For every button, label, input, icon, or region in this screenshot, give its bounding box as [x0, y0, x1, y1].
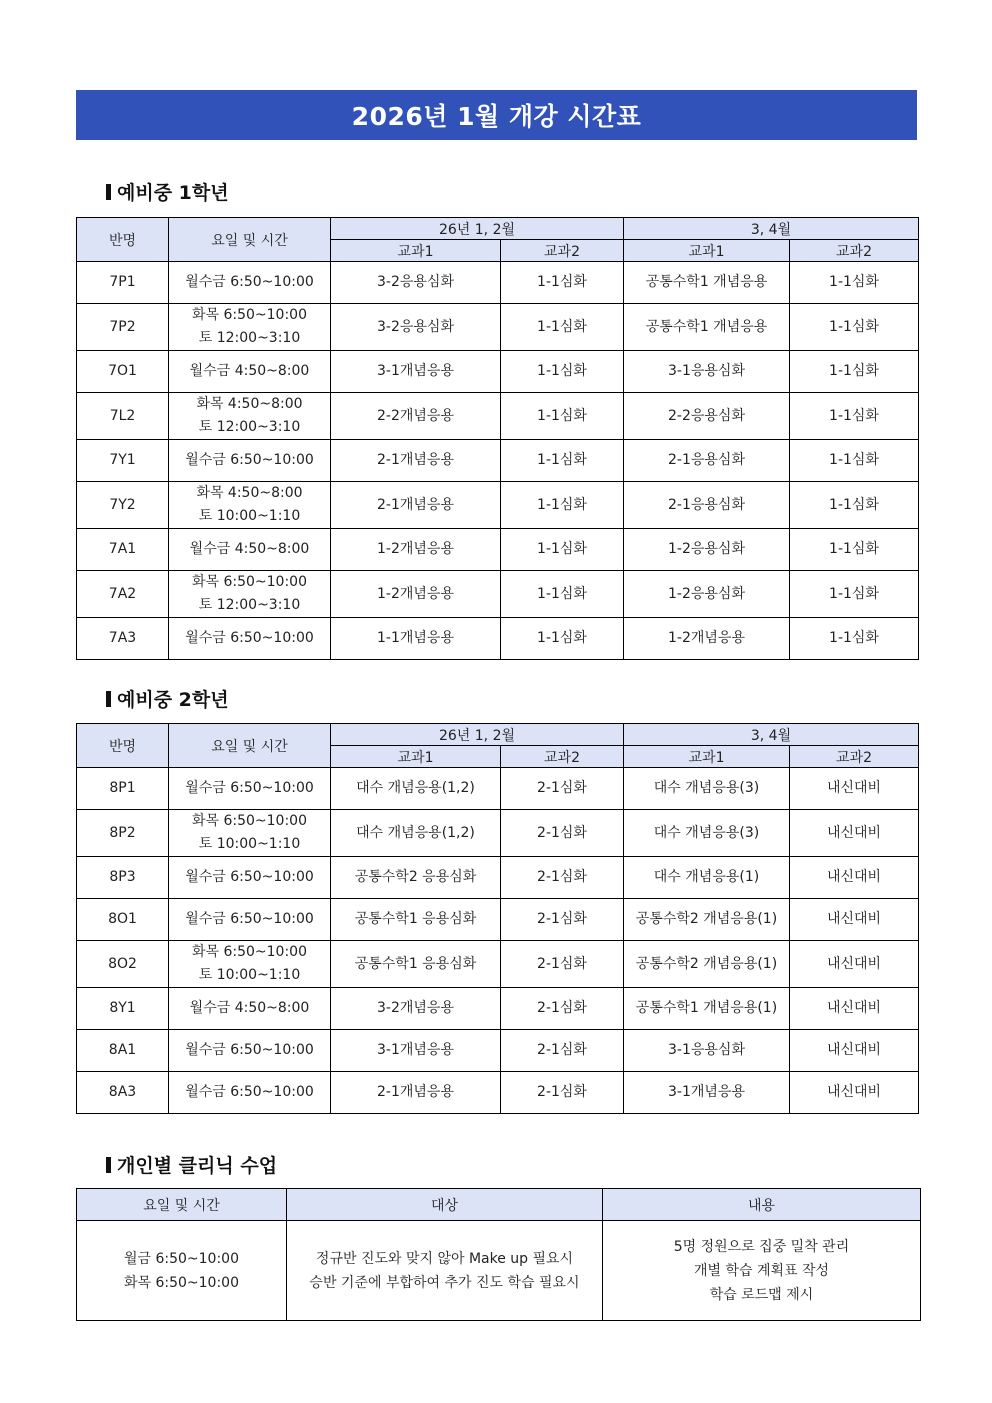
clinic-header-time: 요일 및 시간 — [77, 1189, 287, 1221]
p2-subject2-cell: 1-1심화 — [790, 482, 919, 529]
time-line: 토 12:00~3:10 — [198, 597, 301, 613]
p2-subject1-cell: 공통수학1 개념응용 — [624, 262, 790, 304]
p1-subject1-cell: 1-2개념응용 — [331, 571, 501, 618]
time-cell: 월수금 6:50~10:00 — [169, 899, 331, 941]
grade2-table-body — [77, 768, 919, 1114]
p2-subject2-cell: 1-1심화 — [790, 529, 919, 571]
header-p1-subject1: 교과1 — [331, 746, 501, 768]
time-cell: 월수금 6:50~10:00 — [169, 1072, 331, 1114]
header-p1-subject1: 교과1 — [331, 240, 501, 262]
p1-subject2-cell: 1-1심화 — [501, 529, 624, 571]
p1-subject1-cell: 3-2개념응용 — [331, 988, 501, 1030]
clinic-content-line: 학습 로드맵 제시 — [709, 1286, 814, 1303]
header-class: 반명 — [77, 218, 169, 262]
p1-subject2-cell: 2-1심화 — [501, 1030, 624, 1072]
p2-subject2-cell: 내신대비 — [790, 899, 919, 941]
time-line: 토 12:00~3:10 — [198, 330, 301, 346]
table-row — [77, 393, 919, 440]
p2-subject1-cell: 1-2응용심화 — [624, 529, 790, 571]
section-grade2-title: 예비중 2학년 — [117, 689, 229, 711]
p1-subject2-cell: 2-1심화 — [501, 768, 624, 810]
header-class: 반명 — [77, 724, 169, 768]
table-row — [77, 262, 919, 304]
p1-subject1-cell: 2-2개념응용 — [331, 393, 501, 440]
section-grade1-title: 예비중 1학년 — [117, 182, 229, 204]
p1-subject2-cell: 1-1심화 — [501, 482, 624, 529]
p2-subject1-cell: 3-1응용심화 — [624, 351, 790, 393]
time-line: 화목 6:50~10:00 — [191, 574, 307, 590]
p1-subject2-cell: 1-1심화 — [501, 304, 624, 351]
p1-subject2-cell: 1-1심화 — [501, 440, 624, 482]
class-name-cell: 7A1 — [77, 529, 169, 571]
class-name-cell: 8P3 — [77, 857, 169, 899]
time-cell — [169, 304, 331, 351]
class-name-cell: 7P1 — [77, 262, 169, 304]
p1-subject1-cell: 대수 개념응용(1,2) — [331, 768, 501, 810]
time-cell: 월수금 6:50~10:00 — [169, 440, 331, 482]
p2-subject1-cell: 1-2응용심화 — [624, 571, 790, 618]
time-cell: 월수금 4:50~8:00 — [169, 529, 331, 571]
p2-subject2-cell: 내신대비 — [790, 1072, 919, 1114]
p2-subject1-cell: 대수 개념응용(3) — [624, 768, 790, 810]
p1-subject2-cell: 1-1심화 — [501, 262, 624, 304]
table-row — [77, 899, 919, 941]
clinic-header-content: 내용 — [603, 1189, 921, 1221]
clinic-content-line: 5명 정원으로 집중 밀착 관리 — [673, 1238, 850, 1255]
p1-subject2-cell: 2-1심화 — [501, 1072, 624, 1114]
p1-subject1-cell: 1-2개념응용 — [331, 529, 501, 571]
class-name-cell: 7P2 — [77, 304, 169, 351]
table-row — [77, 482, 919, 529]
class-name-cell: 8O1 — [77, 899, 169, 941]
p2-subject1-cell: 공통수학1 개념응용(1) — [624, 988, 790, 1030]
time-cell: 월수금 6:50~10:00 — [169, 857, 331, 899]
p1-subject1-cell: 3-2응용심화 — [331, 304, 501, 351]
p1-subject1-cell: 공통수학1 응용심화 — [331, 941, 501, 988]
p2-subject1-cell: 대수 개념응용(3) — [624, 810, 790, 857]
p2-subject2-cell: 1-1심화 — [790, 440, 919, 482]
class-name-cell: 8O2 — [77, 941, 169, 988]
class-name-cell: 7A2 — [77, 571, 169, 618]
time-cell — [169, 393, 331, 440]
time-cell: 월수금 6:50~10:00 — [169, 262, 331, 304]
p2-subject1-cell: 2-1응용심화 — [624, 440, 790, 482]
p1-subject1-cell: 3-1개념응용 — [331, 351, 501, 393]
p2-subject1-cell: 공통수학2 개념응용(1) — [624, 899, 790, 941]
clinic-content-line: 개별 학습 계획표 작성 — [693, 1262, 830, 1279]
time-line: 화목 6:50~10:00 — [191, 813, 307, 829]
p2-subject2-cell: 1-1심화 — [790, 351, 919, 393]
time-cell — [169, 810, 331, 857]
p1-subject2-cell: 1-1심화 — [501, 351, 624, 393]
p1-subject1-cell: 2-1개념응용 — [331, 482, 501, 529]
p1-subject1-cell: 공통수학1 응용심화 — [331, 899, 501, 941]
p2-subject1-cell: 공통수학2 개념응용(1) — [624, 941, 790, 988]
p1-subject2-cell: 2-1심화 — [501, 988, 624, 1030]
clinic-time-line: 화목 6:50~10:00 — [123, 1274, 239, 1291]
time-line: 화목 6:50~10:00 — [191, 944, 307, 960]
grade2-schedule-table — [76, 723, 919, 1114]
p2-subject1-cell: 3-1응용심화 — [624, 1030, 790, 1072]
p1-subject1-cell: 3-2응용심화 — [331, 262, 501, 304]
clinic-header-target: 대상 — [287, 1189, 603, 1221]
bullet-bar-icon — [106, 184, 111, 200]
time-cell: 월수금 6:50~10:00 — [169, 1030, 331, 1072]
time-line: 토 12:00~3:10 — [198, 419, 301, 435]
time-line: 화목 4:50~8:00 — [196, 485, 303, 501]
p2-subject2-cell: 1-1심화 — [790, 571, 919, 618]
section-clinic-title: 개인별 클리닉 수업 — [117, 1155, 278, 1177]
table-row — [77, 571, 919, 618]
time-cell: 월수금 6:50~10:00 — [169, 618, 331, 660]
p2-subject1-cell: 2-2응용심화 — [624, 393, 790, 440]
header-p2-subject1: 교과1 — [624, 746, 790, 768]
p2-subject2-cell: 내신대비 — [790, 988, 919, 1030]
class-name-cell: 8P1 — [77, 768, 169, 810]
header-time: 요일 및 시간 — [169, 218, 331, 262]
time-cell: 월수금 6:50~10:00 — [169, 768, 331, 810]
p1-subject1-cell: 2-1개념응용 — [331, 1072, 501, 1114]
class-name-cell: 8A1 — [77, 1030, 169, 1072]
time-cell — [169, 482, 331, 529]
class-name-cell: 7Y1 — [77, 440, 169, 482]
header-time: 요일 및 시간 — [169, 724, 331, 768]
header-p1-subject2: 교과2 — [501, 746, 624, 768]
time-line: 화목 4:50~8:00 — [196, 396, 303, 412]
time-cell — [169, 941, 331, 988]
clinic-table — [76, 1188, 921, 1321]
header-period1: 26년 1, 2월 — [331, 724, 624, 746]
bullet-bar-icon — [106, 691, 111, 707]
p2-subject2-cell: 내신대비 — [790, 857, 919, 899]
bullet-bar-icon — [106, 1157, 111, 1173]
header-period1: 26년 1, 2월 — [331, 218, 624, 240]
class-name-cell: 7O1 — [77, 351, 169, 393]
p2-subject2-cell: 내신대비 — [790, 768, 919, 810]
time-cell: 월수금 4:50~8:00 — [169, 351, 331, 393]
p1-subject1-cell: 3-1개념응용 — [331, 1030, 501, 1072]
clinic-time-cell — [77, 1221, 287, 1321]
table-row — [77, 304, 919, 351]
clinic-content-cell — [603, 1221, 921, 1321]
header-p1-subject2: 교과2 — [501, 240, 624, 262]
p1-subject2-cell: 1-1심화 — [501, 618, 624, 660]
section-grade1-heading — [106, 178, 229, 205]
p2-subject1-cell: 3-1개념응용 — [624, 1072, 790, 1114]
table-row — [77, 941, 919, 988]
p2-subject1-cell: 공통수학1 개념응용 — [624, 304, 790, 351]
class-name-cell: 8Y1 — [77, 988, 169, 1030]
header-period2: 3, 4월 — [624, 724, 919, 746]
grade1-schedule-table — [76, 217, 919, 660]
header-p2-subject2: 교과2 — [790, 746, 919, 768]
clinic-target-line: 승반 기준에 부합하여 추가 진도 학습 필요시 — [309, 1274, 580, 1291]
p1-subject2-cell: 1-1심화 — [501, 571, 624, 618]
p1-subject1-cell: 2-1개념응용 — [331, 440, 501, 482]
time-cell: 월수금 4:50~8:00 — [169, 988, 331, 1030]
p2-subject2-cell: 내신대비 — [790, 941, 919, 988]
p2-subject2-cell: 내신대비 — [790, 810, 919, 857]
section-clinic-heading — [106, 1151, 277, 1178]
p1-subject2-cell: 2-1심화 — [501, 857, 624, 899]
p1-subject2-cell: 1-1심화 — [501, 393, 624, 440]
page-title-banner — [76, 90, 917, 140]
table-row — [77, 857, 919, 899]
p1-subject1-cell: 공통수학2 응용심화 — [331, 857, 501, 899]
time-cell — [169, 571, 331, 618]
table-row — [77, 351, 919, 393]
time-line: 토 10:00~1:10 — [198, 508, 301, 524]
p2-subject1-cell: 대수 개념응용(1) — [624, 857, 790, 899]
class-name-cell: 7L2 — [77, 393, 169, 440]
time-line: 토 10:00~1:10 — [198, 967, 301, 983]
clinic-time-line: 월금 6:50~10:00 — [123, 1250, 239, 1267]
p1-subject2-cell: 2-1심화 — [501, 941, 624, 988]
table-row — [77, 529, 919, 571]
p2-subject2-cell: 1-1심화 — [790, 618, 919, 660]
p2-subject1-cell: 1-2개념응용 — [624, 618, 790, 660]
p1-subject1-cell: 대수 개념응용(1,2) — [331, 810, 501, 857]
table-row — [77, 1072, 919, 1114]
p1-subject2-cell: 2-1심화 — [501, 810, 624, 857]
class-name-cell: 7A3 — [77, 618, 169, 660]
class-name-cell: 8P2 — [77, 810, 169, 857]
table-row — [77, 440, 919, 482]
table-row — [77, 618, 919, 660]
table-row — [77, 768, 919, 810]
p2-subject2-cell: 1-1심화 — [790, 262, 919, 304]
time-line: 화목 6:50~10:00 — [191, 307, 307, 323]
table-row — [77, 988, 919, 1030]
p2-subject1-cell: 2-1응용심화 — [624, 482, 790, 529]
table-row — [77, 810, 919, 857]
time-line: 토 10:00~1:10 — [198, 836, 301, 852]
clinic-target-line: 정규반 진도와 맞지 않아 Make up 필요시 — [315, 1250, 574, 1267]
class-name-cell: 7Y2 — [77, 482, 169, 529]
p2-subject2-cell: 1-1심화 — [790, 304, 919, 351]
section-grade2-heading — [106, 685, 229, 712]
grade1-table-body — [77, 262, 919, 660]
table-row — [77, 1030, 919, 1072]
header-p2-subject2: 교과2 — [790, 240, 919, 262]
class-name-cell: 8A3 — [77, 1072, 169, 1114]
p1-subject2-cell: 2-1심화 — [501, 899, 624, 941]
clinic-target-cell — [287, 1221, 603, 1321]
p2-subject2-cell: 내신대비 — [790, 1030, 919, 1072]
page-title: 2026년 1월 개강 시간표 — [351, 102, 642, 131]
header-period2: 3, 4월 — [624, 218, 919, 240]
p1-subject1-cell: 1-1개념응용 — [331, 618, 501, 660]
header-p2-subject1: 교과1 — [624, 240, 790, 262]
p2-subject2-cell: 1-1심화 — [790, 393, 919, 440]
